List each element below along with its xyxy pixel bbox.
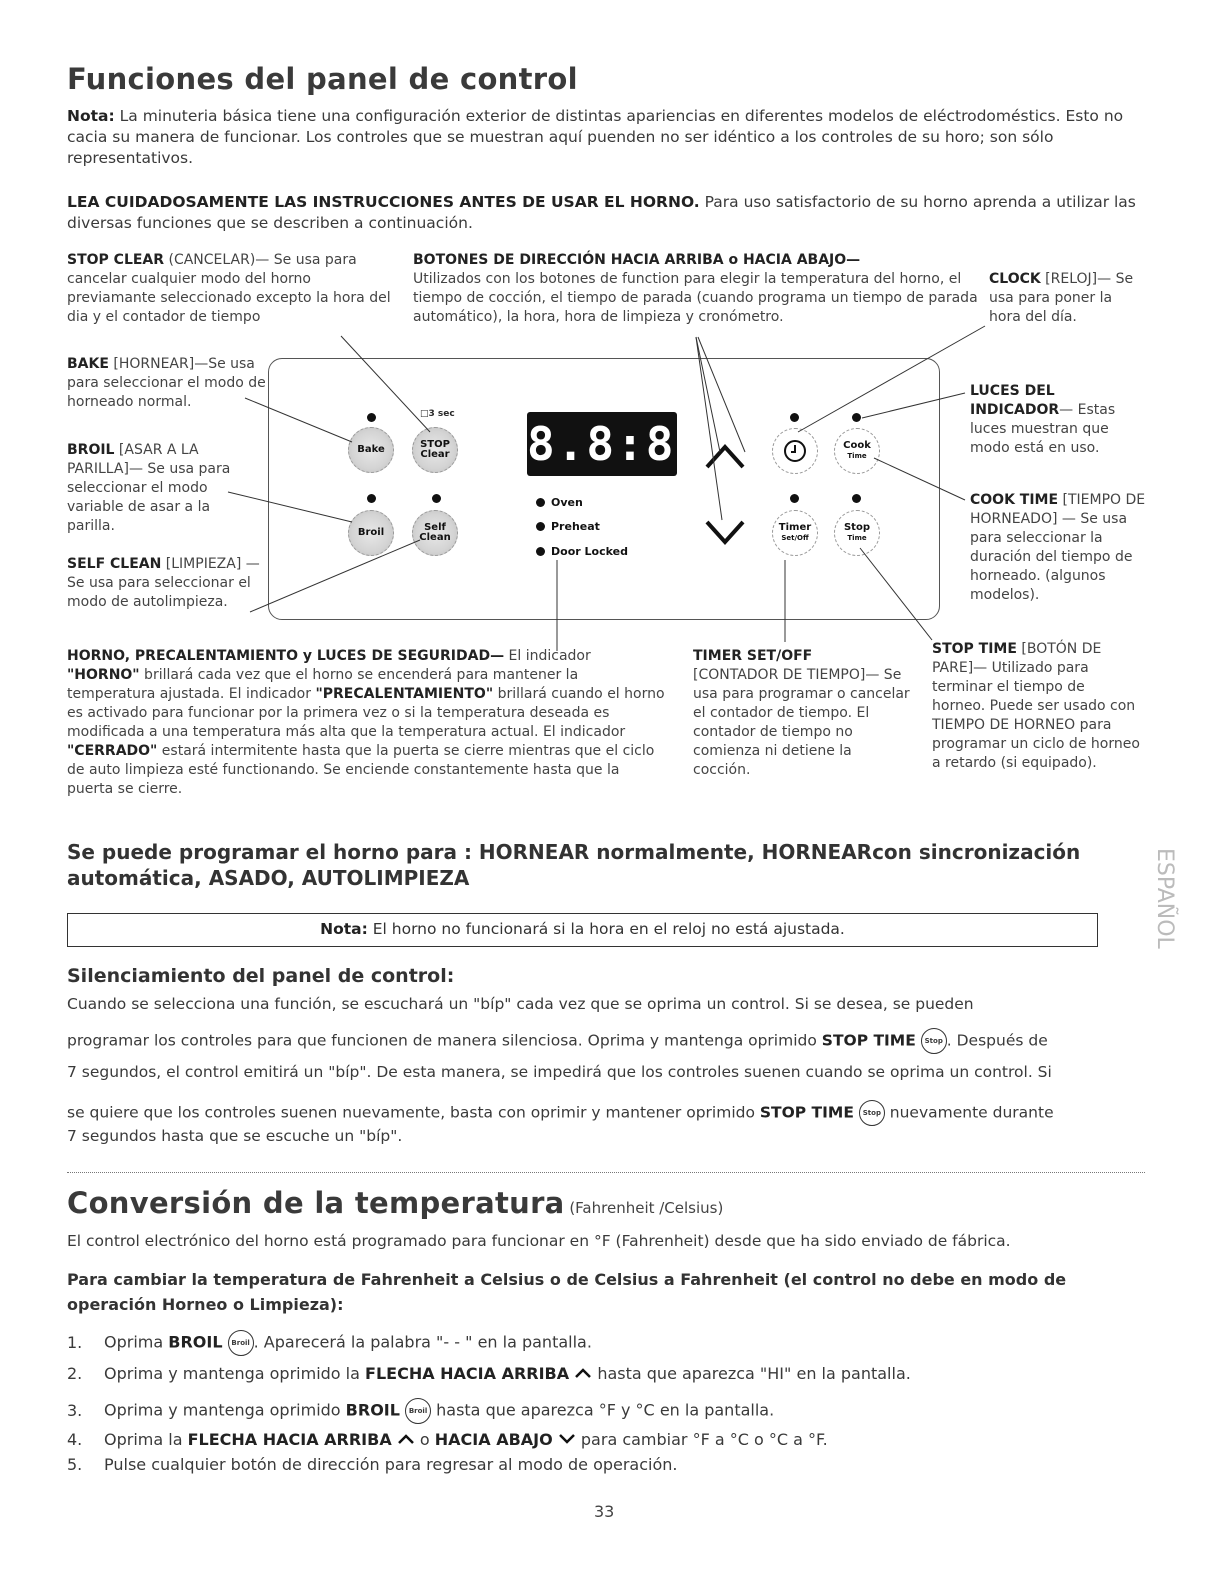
callout-label: COOK TIME — [970, 492, 1059, 508]
step-text: Oprima la — [104, 1430, 188, 1449]
lea-bold: LEA CUIDADOSAMENTE LAS INSTRUCCIONES ANTES DE USAR EL HORNO. — [67, 193, 700, 211]
step-text: hasta que aparezca "HI" en la pantalla. — [592, 1364, 911, 1383]
lock-icon: □ — [420, 409, 429, 419]
icon-label: Stop — [924, 1036, 943, 1045]
step-2 — [67, 1362, 911, 1386]
callout-text: Utilizados con los botones de function para elegir la temperatura del horno, el tiempo de cocción, el tiempo de parada (cuando programa un tiempo de parada automático), la hora, hora de limpieza y cronómetro. — [413, 271, 978, 325]
oven-led — [536, 498, 545, 507]
cook-time-label: Time — [847, 452, 867, 460]
indicator-oven — [536, 496, 583, 509]
stop-label: STOP — [420, 439, 450, 450]
self-clean-button[interactable] — [412, 510, 458, 556]
icon-label: Broil — [408, 1406, 428, 1415]
step-3 — [67, 1398, 774, 1424]
self-label: Self — [424, 522, 446, 533]
callout-label: BROIL — [67, 442, 115, 458]
step-5 — [67, 1453, 678, 1477]
side-tab-text: ESPAÑOL — [1152, 848, 1177, 949]
silencing-title: Silenciamiento del panel de control: — [67, 965, 455, 987]
down-arrow-button[interactable] — [697, 505, 753, 561]
step-bold: BROIL — [168, 1332, 223, 1352]
lock-label: 3 sec — [428, 409, 455, 419]
broil-button-label: Broil — [357, 527, 385, 538]
step-number: 4. — [67, 1430, 83, 1449]
side-tab — [1152, 848, 1176, 954]
bake-led — [367, 413, 376, 422]
silencing-text: nuevamente durante — [884, 1103, 1054, 1122]
stop-time-led — [852, 494, 861, 503]
callout-label: CLOCK — [989, 271, 1041, 287]
step-text: . Aparecerá la palabra "- - " en la pantalla. — [253, 1332, 592, 1352]
silencing-line-4 — [67, 1100, 1157, 1126]
callout-text: brillará cuando el horno es activado para funcionar por la primera vez o si la temperatura deseada es modificada a una temperatura más alta que la temperatura actual. El indicador — [67, 686, 665, 740]
lea-text: Para uso satisfactorio de su horno aprenda a utilizar las diversas funciones que se describen a continuación. — [67, 193, 1136, 232]
callout-text: [TIEMPO DE HORNEADO] — Se usa para seleccionar la duración del tiempo de horneado. (algunos modelos). — [970, 492, 1146, 603]
silencing-text: . Después de — [946, 1031, 1048, 1050]
clean-label: Clean — [419, 532, 451, 543]
indicator-label: Preheat — [551, 520, 600, 533]
conversion-subtitle: (Fahrenheit /Celsius) — [564, 1199, 724, 1217]
indicator-preheat — [536, 520, 600, 533]
step-text: o — [414, 1430, 435, 1449]
stop-time-label: Time — [847, 534, 867, 542]
silencing-text: programar los controles para que funcionen de manera silenciosa. Oprima y mantenga oprimido — [67, 1031, 822, 1050]
note-box — [67, 913, 1098, 947]
callout-label: LUCES DEL INDICADOR — [970, 383, 1060, 418]
callout-bold: "PRECALENTAMIENTO" — [315, 686, 494, 702]
callout-label: TIMER SET/OFF — [693, 648, 813, 664]
step-text: Oprima y mantenga oprimido — [104, 1400, 346, 1420]
step-number: 2. — [67, 1364, 83, 1383]
nota-text: La minuteria básica tiene una configuración exterior de distintas apariencias en diferentes modelos de eléctrodoméstics. Esto no cacia su manera de funcionar. Los controles que se muestran aquí puenden no ser idéntico a los controles de su horo; son sólo representativos. — [67, 107, 1124, 167]
conversion-intro: El control electrónico del horno está programado para funcionar en °F (Fahrenheit) desde que ha sido enviado de fábrica. — [67, 1232, 1011, 1250]
callout-text: — Estas luces muestran que modo está en uso. — [970, 402, 1116, 456]
stop2-label: Stop — [843, 522, 870, 533]
down-arrow-icon — [558, 1433, 576, 1445]
callout-label: BAKE — [67, 356, 109, 372]
callout-text: [CONTADOR DE TIEMPO]— Se usa para programar o cancelar el contador de tiempo. El contador de tiempo no comienza ni detiene la cocción. — [693, 667, 910, 778]
timer-sub-label: Set/Off — [781, 534, 809, 542]
callout-label: HORNO, PRECALENTAMIENTO y LUCES DE SEGURIDAD— — [67, 648, 505, 664]
conversion-title: Conversión de la temperatura — [67, 1186, 565, 1220]
callout-text: [HORNEAR]—Se usa para seleccionar el modo de horneado normal. — [67, 356, 266, 410]
step-text: Oprima y mantenga oprimido la — [104, 1364, 366, 1383]
preheat-led — [536, 522, 545, 531]
silencing-line-2 — [67, 1028, 1157, 1054]
down-arrow-icon — [703, 518, 747, 548]
indicator-label: Oven — [551, 496, 583, 509]
step-bold: HACIA ABAJO — [434, 1430, 553, 1449]
lea-paragraph — [67, 192, 1137, 234]
indicator-label: Door Locked — [551, 545, 628, 558]
broil-icon — [228, 1330, 254, 1356]
timer-button[interactable] — [772, 510, 818, 556]
callout-clock — [989, 270, 1139, 327]
door-locked-led — [536, 547, 545, 556]
callout-label: SELF CLEAN — [67, 556, 162, 572]
silencing-line-3: 7 segundos, el control emitirá un "bíp". De esta manera, se impedirá que los controles suenen cuando se oprima un control. Si — [67, 1063, 1052, 1081]
bake-button[interactable] — [348, 427, 394, 473]
icon-label: Broil — [231, 1338, 250, 1347]
conversion-heading — [67, 1186, 723, 1220]
callout-text: brillará cada vez que el horno se encenderá para mantener la temperatura ajustada. El indicador — [67, 667, 579, 702]
stop-time-icon — [921, 1028, 947, 1054]
broil-button[interactable] — [348, 510, 394, 556]
digital-display: 8.8:8.8 — [527, 412, 677, 476]
clock-button[interactable] — [772, 428, 818, 474]
silencing-line-5: 7 segundos hasta que se escuche un "bíp". — [67, 1127, 403, 1145]
callout-luces — [970, 382, 1145, 458]
callout-text: [RELOJ]— Se usa para poner la hora del día. — [989, 271, 1134, 325]
nota-label: Nota: — [67, 107, 115, 125]
timer-label: Timer — [778, 522, 812, 533]
control-panel — [268, 358, 940, 620]
intro-note — [67, 106, 1137, 169]
broil-led — [367, 494, 376, 503]
step-text: para cambiar °F a °C o °C a °F. — [575, 1430, 828, 1449]
callout-label: STOP TIME — [932, 641, 1017, 657]
broil-icon — [405, 1398, 431, 1424]
note-box-label: Nota: — [320, 920, 368, 938]
cook-time-led — [852, 413, 861, 422]
callout-stop-clear — [67, 251, 395, 327]
indicator-door-locked — [536, 545, 628, 558]
stop-time-button[interactable] — [834, 510, 880, 556]
step-text: Pulse cualquier botón de dirección para regresar al modo de operación. — [104, 1455, 678, 1474]
callout-cook-time — [970, 491, 1148, 605]
callout-bake — [67, 355, 282, 412]
conversion-bold-heading: Para cambiar la temperatura de Fahrenheit a Celsius o de Celsius a Fahrenheit (el control no debe en modo de operación Horneo o Limpieza): — [67, 1270, 1067, 1314]
callout-self-clean — [67, 555, 262, 612]
callout-text: El indicador — [504, 648, 591, 664]
divider — [67, 1172, 1145, 1173]
callout-bold: "CERRADO" — [67, 743, 158, 759]
step-number: 3. — [67, 1400, 83, 1420]
step-1 — [67, 1330, 592, 1356]
silencing-text: se quiere que los controles suenen nuevamente, basta con oprimir y mantener oprimido — [67, 1103, 760, 1122]
program-heading: Se puede programar el horno para : HORNEAR normalmente, HORNEARcon sincronización automática, ASADO, AUTOLIMPIEZA — [67, 840, 1081, 890]
step-bold: BROIL — [345, 1400, 400, 1420]
clock-led — [790, 413, 799, 422]
step-text: Oprima — [104, 1332, 169, 1352]
step-bold: FLECHA HACIA ARRIBA — [187, 1430, 392, 1449]
note-box-text: El horno no funcionará si la hora en el reloj no está ajustada. — [367, 920, 845, 938]
stop-time-icon — [859, 1100, 885, 1126]
timer-led — [790, 494, 799, 503]
up-arrow-button[interactable] — [697, 428, 753, 484]
step-number: 1. — [67, 1332, 83, 1352]
step-number: 5. — [67, 1455, 83, 1474]
stop-clear-button[interactable] — [412, 427, 458, 473]
callout-botones — [413, 251, 983, 327]
bake-button-label: Bake — [357, 444, 385, 455]
icon-label: Stop — [862, 1108, 881, 1117]
page-number: 33 — [594, 1502, 615, 1521]
callout-text: [ASAR A LA PARILLA]— Se usa para seleccionar el modo variable de asar a la parilla. — [67, 442, 231, 534]
callout-text: (CANCELAR)— Se usa para cancelar cualquier modo del horno previamante seleccionado excepto la hora del dia y el contador de tiempo — [67, 252, 391, 325]
up-arrow-icon — [397, 1433, 415, 1445]
cook-time-button[interactable] — [834, 428, 880, 474]
up-arrow-icon — [574, 1367, 592, 1379]
self-clean-led — [432, 494, 441, 503]
callout-text: estará intermitente hasta que la puerta se cierre mientras que el ciclo de auto limpieza esté functionando. Se enciende constantemente hasta que la puerta se cierre. — [67, 743, 655, 797]
callout-text: [BOTÓN DE PARE]— Utilizado para terminar el tiempo de horneo. Puede ser usado con TIEMPO DE HORNEO para programar un ciclo de horneo a retardo (si equipado). — [932, 641, 1140, 771]
callout-stop-time — [932, 640, 1142, 773]
callout-label: STOP CLEAR — [67, 252, 165, 268]
cook-label: Cook — [843, 440, 871, 451]
clear-label: Clear — [420, 449, 450, 460]
silencing-line-1: Cuando se selecciona una función, se escuchará un "bíp" cada vez que se oprima un control. Si se desea, se pueden — [67, 995, 974, 1013]
callout-text: [LIMPIEZA] — Se usa para seleccionar el modo de autolimpieza. — [67, 556, 260, 610]
callout-timer — [693, 647, 911, 780]
callout-broil — [67, 441, 262, 536]
page-title: Funciones del panel de control — [67, 62, 578, 96]
step-bold: FLECHA HACIA ARRIBA — [365, 1364, 570, 1383]
step-4 — [67, 1428, 828, 1452]
callout-label: BOTONES DE DIRECCIÓN HACIA ARRIBA o HACIA ABAJO— — [413, 252, 861, 268]
stop-time-bold: STOP TIME — [821, 1031, 916, 1050]
lock-indicator — [420, 409, 455, 419]
callout-horno — [67, 647, 667, 799]
step-text: hasta que aparezca °F y °C en la pantalla. — [431, 1400, 775, 1420]
clock-icon — [782, 438, 808, 464]
stop-time-bold: STOP TIME — [759, 1103, 854, 1122]
callout-bold: "HORNO" — [67, 667, 140, 683]
up-arrow-icon — [703, 441, 747, 471]
